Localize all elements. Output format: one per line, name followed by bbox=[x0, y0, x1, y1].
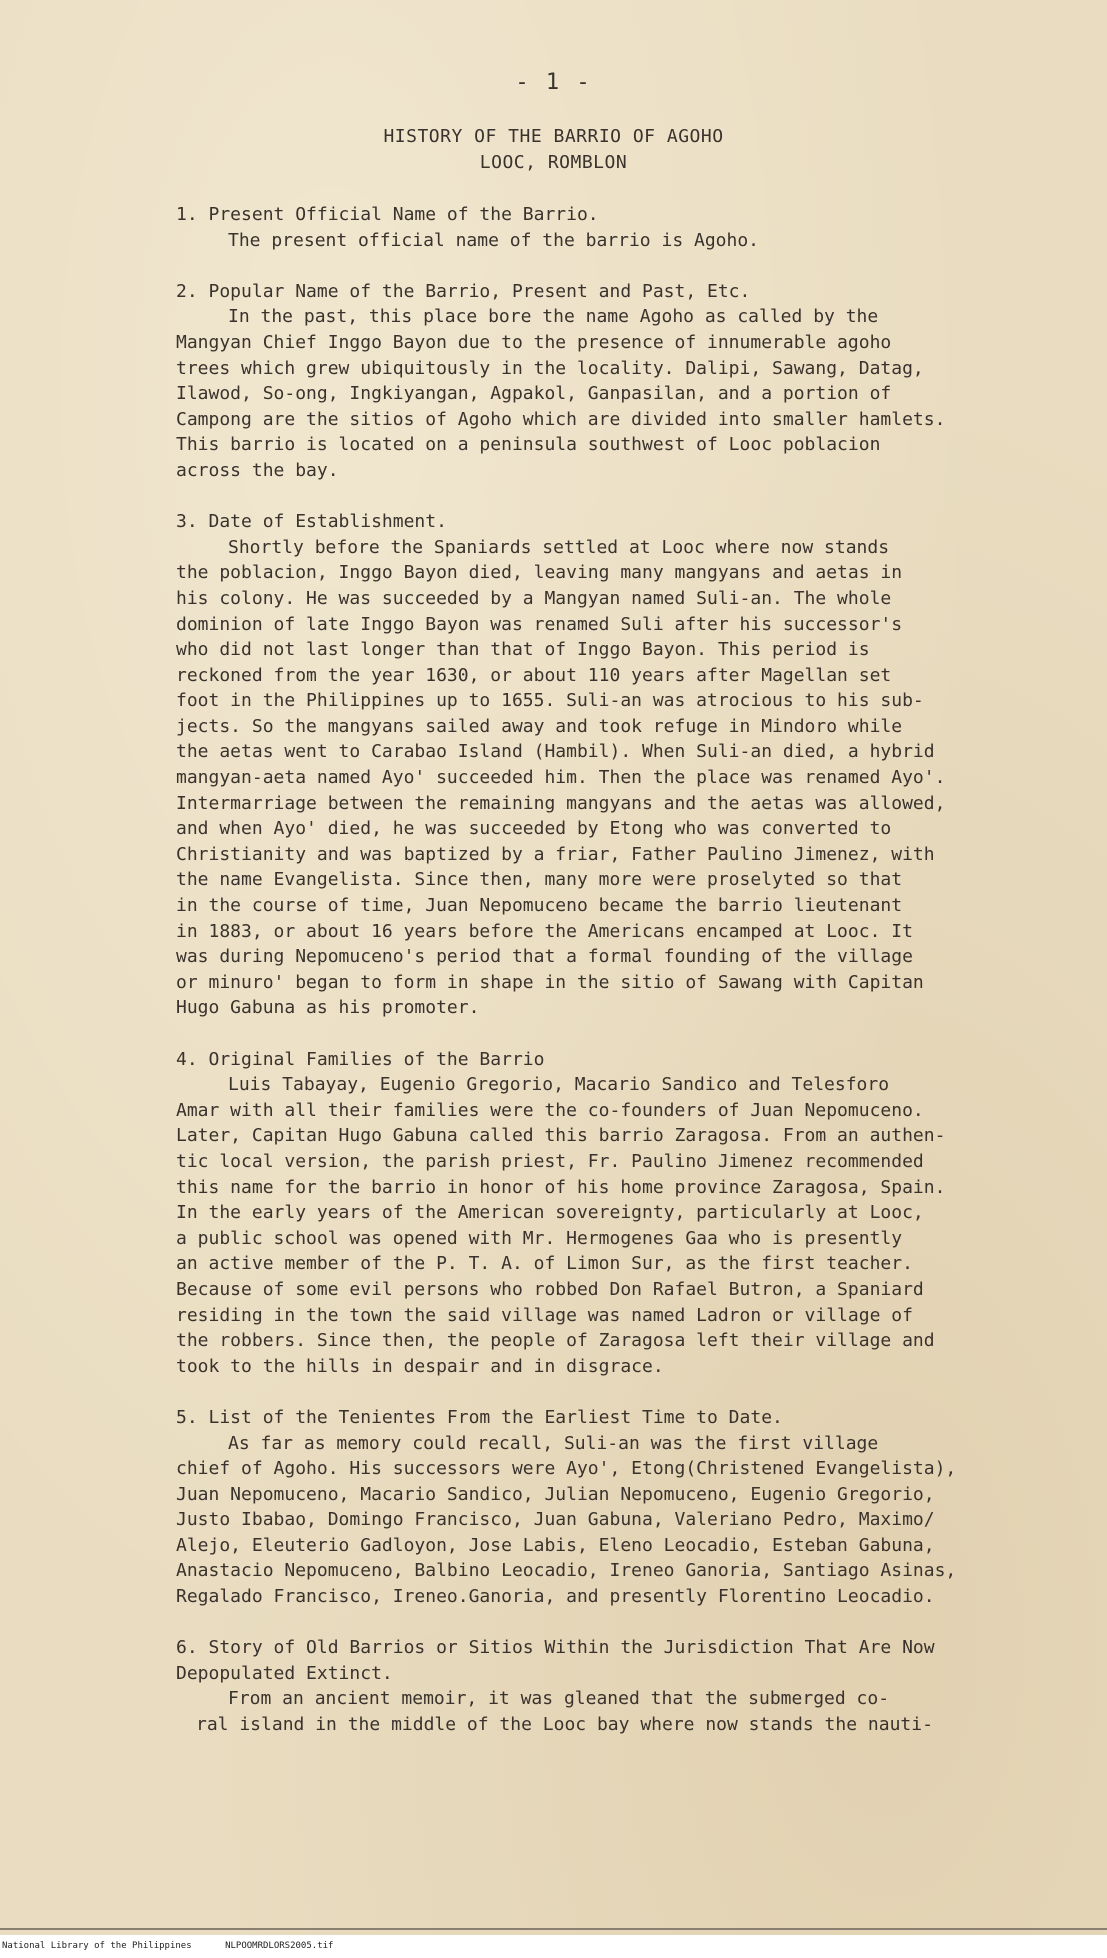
paragraph-line: a public school was opened with Mr. Hermogenes Gaa who is presently bbox=[176, 1227, 903, 1249]
footer-filename: NLPOOMRDLORS2005.tif bbox=[225, 1941, 334, 1951]
paragraph-line: jects. So the mangyans sailed away and took refuge in Mindoro while bbox=[176, 715, 903, 737]
paragraph-line: Because of some evil persons who robbed Don Rafael Butron, a Spaniard bbox=[176, 1278, 924, 1300]
paragraph-line: the poblacion, Inggo Bayon died, leaving many mangyans and aetas in bbox=[176, 562, 903, 584]
paragraph-line: in 1883, or about 16 years before the Americans encamped at Looc. It bbox=[176, 920, 913, 942]
document-title: HISTORY OF THE BARRIO OF AGOHO bbox=[383, 126, 724, 147]
paragraph-line: Juan Nepomuceno, Macario Sandico, Julian Nepomuceno, Eugenio Gregorio, bbox=[176, 1483, 935, 1505]
paragraph-line: Amar with all their families were the co-founders of Juan Nepomuceno. bbox=[176, 1099, 924, 1121]
paragraph-line: The present official name of the barrio is Agoho. bbox=[228, 229, 760, 251]
paragraph-line: took to the hills in despair and in disgrace. bbox=[176, 1355, 664, 1377]
paragraph-line: reckoned from the year 1630, or about 110 years after Magellan set bbox=[176, 664, 892, 686]
paragraph-line: Mangyan Chief Inggo Bayon due to the presence of innumerable agoho bbox=[176, 331, 892, 353]
paragraph-line: tic local version, the parish priest, Fr. Paulino Jimenez recommended bbox=[176, 1150, 924, 1172]
section-heading: 5. List of the Tenientes From the Earliest Time to Date. bbox=[176, 1406, 783, 1428]
section-official-name bbox=[176, 202, 1056, 253]
paragraph-line: Intermarriage between the remaining mangyans and the aetas was allowed, bbox=[176, 792, 946, 814]
paragraph-line: Anastacio Nepomuceno, Balbino Leocadio, Ireneo Ganoria, Santiago Asinas, bbox=[176, 1560, 957, 1582]
paragraph-line: From an ancient memoir, it was gleaned that the submerged co- bbox=[228, 1688, 890, 1710]
section-establishment bbox=[176, 509, 1056, 1021]
paragraph-line: this name for the barrio in honor of his home province Zaragosa, Spain. bbox=[176, 1176, 946, 1198]
section-original-families bbox=[176, 1047, 1056, 1380]
paragraph-line: Regalado Francisco, Ireneo.Ganoria, and presently Florentino Leocadio. bbox=[176, 1586, 935, 1608]
paragraph-line: in the course of time, Juan Nepomuceno became the barrio lieutenant bbox=[176, 895, 903, 917]
paragraph-line: trees which grew ubiquitously in the locality. Dalipi, Sawang, Datag, bbox=[176, 357, 924, 379]
section-heading: 3. Date of Establishment. bbox=[176, 511, 447, 533]
paragraph-line: Alejo, Eleuterio Gadloyon, Jose Labis, Eleno Leocadio, Esteban Gabuna, bbox=[176, 1534, 935, 1556]
paragraph-line: dominion of late Inggo Bayon was renamed Suli after his successor's bbox=[176, 613, 903, 635]
paragraph-line: who did not last longer than that of Inggo Bayon. This period is bbox=[176, 639, 870, 661]
section-heading-continued: Depopulated Extinct. bbox=[176, 1662, 393, 1684]
paragraph-line: and when Ayo' died, he was succeeded by Etong who was converted to bbox=[176, 818, 892, 840]
section-old-barrios bbox=[176, 1635, 1056, 1737]
paragraph-line: the robbers. Since then, the people of Zaragosa left their village and bbox=[176, 1330, 935, 1352]
section-heading: 1. Present Official Name of the Barrio. bbox=[176, 204, 599, 225]
paragraph-line: foot in the Philippines up to 1655. Suli-an was atrocious to his sub- bbox=[176, 690, 924, 712]
paragraph-line: Ilawod, So-ong, Ingkiyangan, Agpakol, Ganpasilan, and a portion of bbox=[176, 383, 892, 405]
paragraph-line: In the past, this place bore the name Agoho as called by the bbox=[228, 306, 879, 328]
paragraph-line: Campong are the sitios of Agoho which are divided into smaller hamlets. bbox=[176, 408, 946, 430]
section-heading: 4. Original Families of the Barrio bbox=[176, 1048, 545, 1070]
paragraph-line: Hugo Gabuna as his promoter. bbox=[176, 997, 480, 1019]
section-popular-name bbox=[176, 279, 1056, 484]
paragraph-line: an active member of the P. T. A. of Limon Sur, as the first teacher. bbox=[176, 1253, 913, 1275]
paragraph-line: In the early years of the American sovereignty, particularly at Looc, bbox=[176, 1202, 924, 1224]
paragraph-line: chief of Agoho. His successors were Ayo', Etong(Christened Evangelista), bbox=[176, 1458, 957, 1480]
section-tenientes bbox=[176, 1405, 1056, 1610]
paragraph-line: Christianity and was baptized by a friar, Father Paulino Jimenez, with bbox=[176, 843, 935, 865]
footer-divider bbox=[0, 1928, 1107, 1930]
paragraph-line: residing in the town the said village was named Ladron or village of bbox=[176, 1304, 913, 1326]
paragraph-line: the name Evangelista. Since then, many more were proselyted so that bbox=[176, 869, 903, 891]
paragraph-line: was during Nepomuceno's period that a formal founding of the village bbox=[176, 946, 913, 968]
document-subtitle: LOOC, ROMBLON bbox=[479, 152, 628, 173]
footer-library: National Library of the Philippines bbox=[2, 1941, 192, 1951]
page-number: - 1 - bbox=[515, 70, 592, 95]
paragraph-line: Shortly before the Spaniards settled at Looc where now stands bbox=[228, 536, 890, 558]
scan-footer bbox=[2, 1941, 361, 1951]
paragraph-line: his colony. He was succeeded by a Mangyan named Suli-an. The whole bbox=[176, 587, 892, 609]
section-heading: 6. Story of Old Barrios or Sitios Within the Jurisdiction That Are Now bbox=[176, 1637, 935, 1659]
paragraph-line: As far as memory could recall, Suli-an was the first village bbox=[228, 1432, 879, 1454]
paragraph-line: Luis Tabayay, Eugenio Gregorio, Macario Sandico and Telesforo bbox=[228, 1074, 890, 1096]
paragraph-line: This barrio is located on a peninsula southwest of Looc poblacion bbox=[176, 434, 881, 456]
paragraph-line: mangyan-aeta named Ayo' succeeded him. Then the place was renamed Ayo'. bbox=[176, 767, 946, 789]
paragraph-line: or minuro' began to form in shape in the sitio of Sawang with Capitan bbox=[176, 971, 924, 993]
paragraph-line: ral island in the middle of the Looc bay where now stands the nauti- bbox=[196, 1714, 933, 1736]
paragraph-line: the aetas went to Carabao Island (Hambil). When Suli-an died, a hybrid bbox=[176, 741, 935, 763]
document-body bbox=[176, 202, 1056, 1738]
paragraph-line: Justo Ibabao, Domingo Francisco, Juan Gabuna, Valeriano Pedro, Maximo/ bbox=[176, 1509, 935, 1531]
paragraph-line: across the bay. bbox=[176, 459, 339, 481]
section-heading: 2. Popular Name of the Barrio, Present and Past, Etc. bbox=[176, 280, 751, 302]
paragraph-line: Later, Capitan Hugo Gabuna called this barrio Zaragosa. From an authen- bbox=[176, 1125, 946, 1147]
